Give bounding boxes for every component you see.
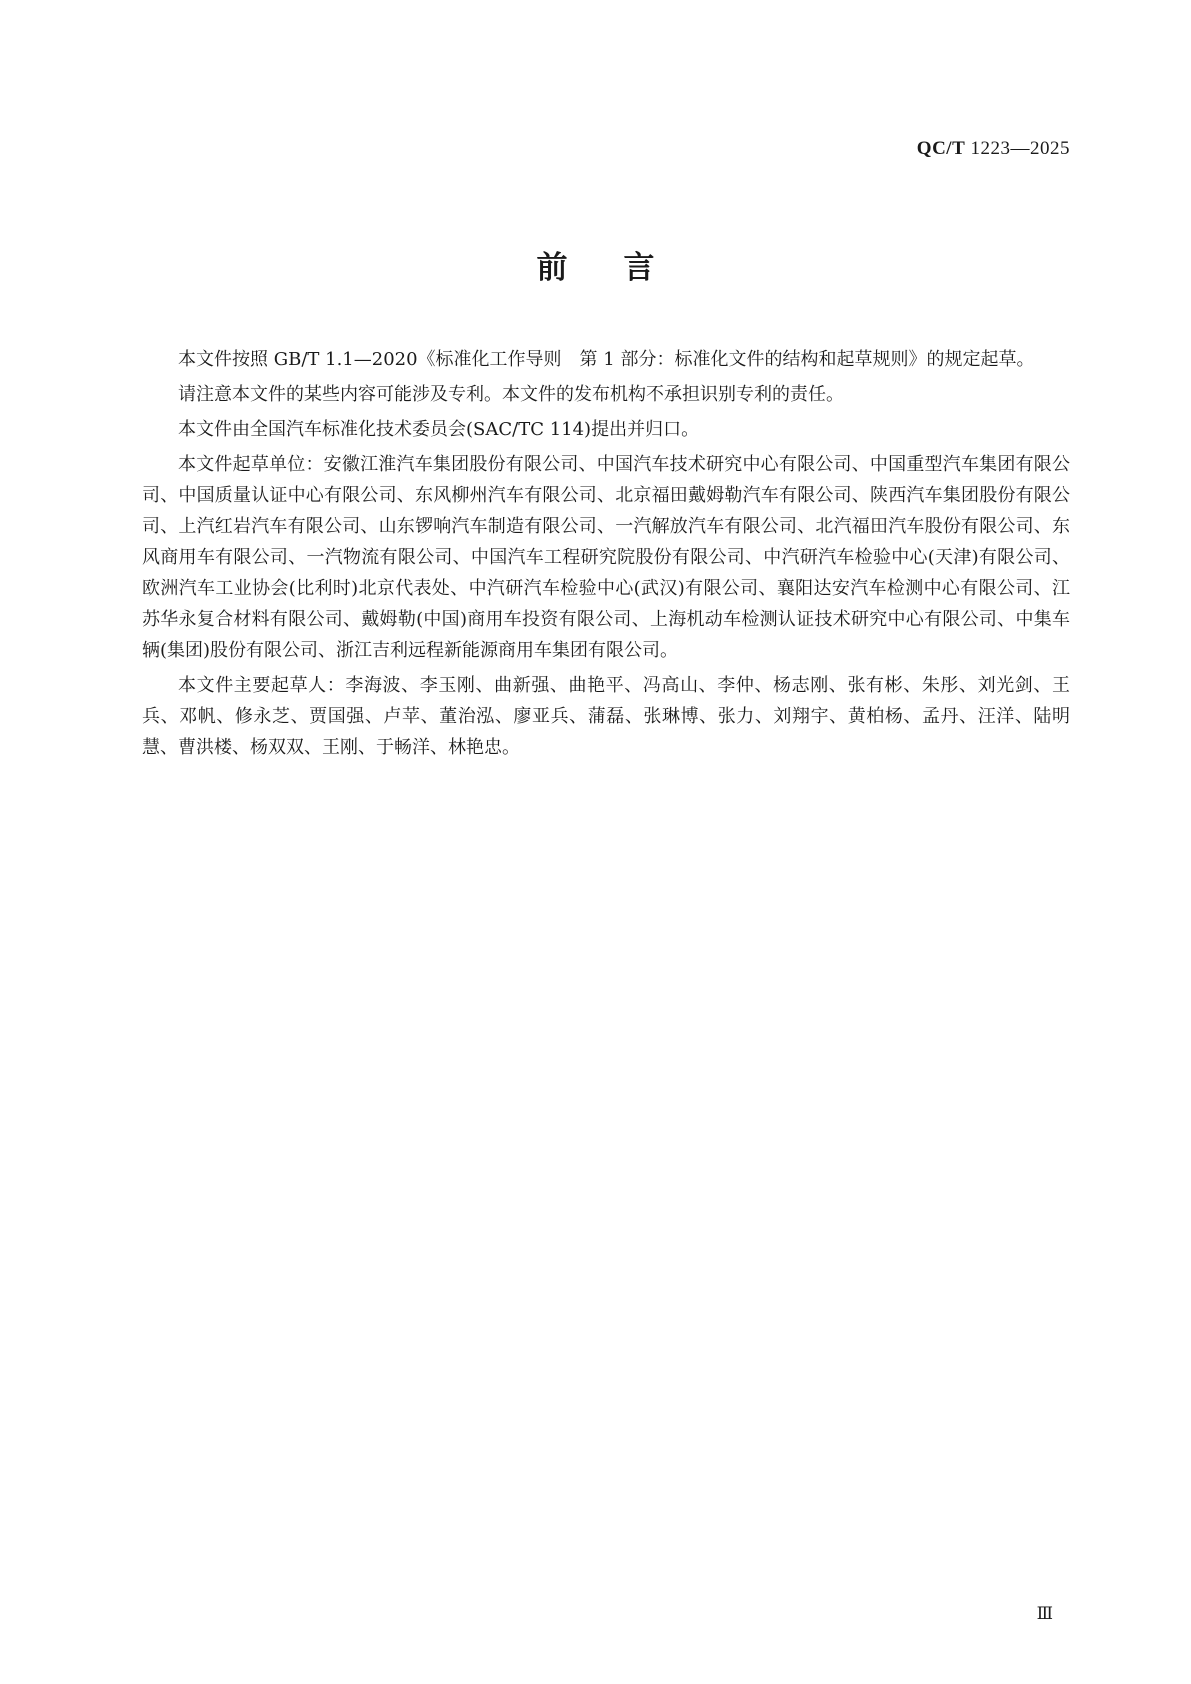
page-title: 前言 — [536, 250, 711, 286]
paragraph-drafters: 本文件主要起草人：李海波、李玉刚、曲新强、曲艳平、冯高山、李仲、杨志刚、张有彬、朱彤、刘光剑、王兵、邓帆、修永芝、贾国强、卢苹、董治泓、廖亚兵、蒲磊、张琳博、张力、刘翔宇、黄柏杨、孟丹、汪洋、陆明慧、曹洪楼、杨双双、王刚、于畅洋、林艳忠。 — [142, 675, 1070, 758]
document-code-number: 1223—2025 — [970, 138, 1070, 159]
document-code — [917, 138, 1070, 160]
paragraph-drafting-basis: 本文件按照 GB/T 1.1—2020《标准化工作导则 第 1 部分：标准化文件的结构和起草规则》的规定起草。 — [178, 349, 1035, 370]
paragraph-proposer: 本文件由全国汽车标准化技术委员会(SAC/TC 114)提出并归口。 — [178, 419, 700, 440]
foreword-body — [142, 344, 1070, 767]
document-code-prefix: QC/T — [916, 138, 966, 159]
paragraph-drafting-units: 本文件起草单位：安徽江淮汽车集团股份有限公司、中国汽车技术研究中心有限公司、中国重型汽车集团有限公司、中国质量认证中心有限公司、东风柳州汽车有限公司、北京福田戴姆勒汽车有限公司、陕西汽车集团股份有限公司、上汽红岩汽车有限公司、山东锣响汽车制造有限公司、一汽解放汽车有限公司、北汽福田汽车股份有限公司、东风商用车有限公司、一汽物流有限公司、中国汽车工程研究院股份有限公司、中汽研汽车检验中心(天津)有限公司、欧洲汽车工业协会(比利时)北京代表处、中汽研汽车检验中心(武汉)有限公司、襄阳达安汽车检测中心有限公司、江苏华永复合材料有限公司、戴姆勒(中国)商用车投资有限公司、上海机动车检测认证技术研究中心有限公司、中集车辆(集团)股份有限公司、浙江吉利远程新能源商用车集团有限公司。 — [142, 454, 1070, 661]
page-number: Ⅲ — [1036, 1604, 1053, 1623]
paragraph-patent-notice: 请注意本文件的某些内容可能涉及专利。本文件的发布机构不承担识别专利的责任。 — [178, 384, 844, 405]
